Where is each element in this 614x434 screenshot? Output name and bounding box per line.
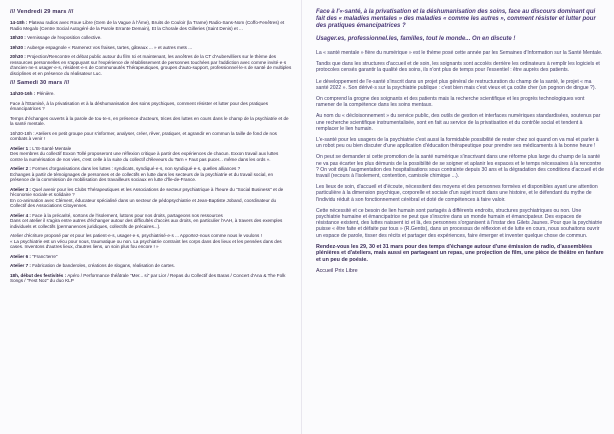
manifesto-paragraph: Au nom du « décloisonnement » du service public, des outils de gestion et interfaces numériques standardisées, soutenus par une recherche scientifique instrumentalisée, sont en fait au service de la privatisation et du contrôle social et tendent à remplacer le lien humain.	[316, 113, 601, 132]
atelier-item: Atelier 2 : Formes d'organisations dans les luttes : syndicats, syndiqué·e·s, non syndiqué·e·s, quelles alliances ? Echanges à partir de témoignages de personnes et de collectifs en lutte dans les secteurs de la psychiatrie et du travail social, en présence de la commission de mobilisation des travailleurs sociaux en lutte d'Île-de-France.	[10, 166, 274, 182]
saturday-text: 16h30-18h : Ateliers en petit groupe pour s'informer, analyser, créer, rêver, pratiquer, et agrandir en commun la taille de fond de nos combats à venir !	[10, 130, 277, 141]
closing-invitation: Rendez-vous les 29, 30 et 31 mars pour des temps d'échange autour d'une émission de radio, d'assemblées plénières et d'ateliers, mais aussi en partageant un repas, une projection de film, une pièce de théâtre en fanfare et un peu de poésie.	[316, 243, 604, 263]
manifesto-paragraph: La « santé mentale » fière du numérique » est le thème posé cette année par les Semaines d'Information sur la Santé Mentale.	[316, 50, 603, 56]
manifesto-paragraph: Les lieux de soin, d'accueil et d'écoute, nécessitent des moyens et des personnes formées et disponibles ayant une attention particulière à la dimension psychique, corporelle et sociale d'un sujet inscrit dans une histoire, et le défendant du mythe de l'individu réduit à son fonctionnement cérébral et doté de compétences à faire valoir.	[316, 184, 598, 203]
program-column	[0, 0, 300, 434]
atelier-item: Atelier 6 : "Franc'terre"	[10, 253, 58, 259]
friday-item: 18h30 : Vernissage de l'exposition collective.	[10, 35, 102, 40]
manifesto-paragraph: Le développement de l'e-santé s'inscrit dans un projet plus général de restructuration du champ de la santé, le projet « ma santé 2022 ». Son dérivé·s sur la psychiatrie publique : c'est bien mais c'est vieux et ça coûte cher (un pognon de dingue ?).	[316, 78, 597, 91]
saturday-text: Face à l'Etamisé, à la privatisation et à la déshumanisation des soins psychiques, comment résister et lutter pour des pratiques émancipatrices ?	[10, 100, 269, 111]
atelier-item: Atelier 7 : Fabrication de banderoles, créations de slogans, réalisation de cartes.	[10, 263, 175, 268]
manifesto-paragraph: On comprend la grogne des soignants et des patients mais la recherche scientifique et les progrès technologiques vont ramener de la compétence dans les soins mentaux.	[316, 96, 585, 109]
intro-subtitle: Usager.es, professionnel.les, familles, tout le monde... On en discute !	[316, 36, 516, 42]
manifesto-paragraph: On peut se demander si cette promotion de la santé numérique s'inscrivant dans une réforme plus large du champ de la santé ne va pas écarter les plus démunis de la possibilité de se soigner et aplanir les espaces et le temps nécessaires à la rencontre ? On voit déjà l'augmentation des hospitalisations sous contrainte depuis 30 ans et la dégradation des conditions d'accueil et de travail (recours à l'isolement, contention, camisole chimique ...).	[316, 154, 604, 180]
saturday-item: 14h30-16h : Plénière.	[10, 91, 55, 96]
saturday-text: Temps d'échanges ouverts à la parole de tou·te·s, en présence d'acteurs, trices des luttes en cours dans le champ de la psychiatrie et de la santé mentale.	[10, 115, 289, 126]
festivities-item: 18h, début des festivités : Apéro / Performance théâtrale "Mer... si" par Lior / Repas du Collectif des Baras / Concert d'Ana & The Folk Songs / "Fest Noz" du duo KLP	[10, 272, 286, 283]
atelier-item: Atelier 3 : Quel avenir pour les Clubs Thérapeutiques et les Associations de secteur psychiatrique à l'heure du "Social Business" et de l'économie sociale et solidaire ? En co-animation avec Clément, éducateur spécialisé dans un secteur de pédopsychiatrie et Jean-Baptiste Joband, coordinateur du Collectif des Associations Citoyennes.	[10, 186, 284, 208]
friday-item: 19h30 : Auberge espagnole « Ramenez vos fraises, tartes, gâteaux ... » et autres mets ...	[10, 44, 193, 50]
friday-heading: /// Vendredi 29 mars ///	[10, 9, 74, 15]
atelier-item: Atelier d'écriture proposé par et pour les patient·e·s, usager·e·s, psychiatrisé·e·s ... Apportez-nous comme nous le voulons ! « La psychiatrie est un vécu pour nous, traumatique ou non. La psychiatrie contraint les corps dans des lieux et les pensées dans des cases. Inventons d'autres lieux, d'autres liens, un soin plus fou encore ! »	[10, 233, 282, 249]
manifesto-column	[302, 0, 614, 434]
intro-question: Face à l'«-santé, à la privatisation et la déshumanisation des soins, face au discours dominant qui fait des « maladies mentales » des maladies « comme les autres », comment résister et lutter pour des pratiques émancipatrices ?	[316, 9, 596, 29]
friday-item: 20h30 : Projection/Rencontre et débat public autour du film Ici et maintenant, les ancêtres de la CT d'Aubervilliers sur le thème des ressources personnelles en s'appuyant sur l'expérience de rétablissement de personnes touchées par l'addiction avec comme invité·e·s d'ancien·ne·s usager·e·s, résident·e·s de Communautés Thérapeutiques, groupes d'auto-support, professionnel·le·s de santé de multiples disciplines et en présence du réalisateur Luc.	[10, 54, 292, 76]
manifesto-paragraph: L'e-santé pour les usagers de la psychiatrie c'est aussi la formidable possibilité de rester chez soi quand on va mal et parler à un robot peu ou bien discuter d'une application d'éducation thérapeutique pour prendre ses médicaments à la bonne heure !	[316, 137, 599, 150]
manifesto-paragraph: Cette nécessité et ce besoin de lien humain sont partagés à différents endroits, structures psychiatriques ou non. Une psychiatrie humaine et émancipatrice ne peut que s'inscrire dans un monde humain et émancipateur. Des espaces de résistance existent, des luttes naissent ici et là, des personnes s'organisent à l'instar des Gilets Jaunes. Pour que la psychiatrie puisse « être faite et défaite par tous » (R.Gentis), dans un processus de réflexion et de lutte en cours, nous souhaitons ouvrir un espace de parole, tisser des récits et partager des expériences, faire émerger et inventer quelque chose de commun.	[316, 207, 603, 239]
manifesto-paragraph: Tandis que dans les structures d'accueil et de soin, les soignants sont accolés derrière les ordinateurs à remplir les logiciels et protocoles censés garantir la qualité des soins, ils n'ont plus de temps pour l'essentiel : être auprès des patients.	[316, 61, 600, 74]
signature: Accueil Prix Libre	[316, 268, 358, 275]
atelier-item: Atelier 1 : L'IS-Santé Mentale Des membres du collectif Exxon Tollé proposeront une réflexion critique à partir des expériences de chacun. Exxon travail aux luttes contre la numérisation de nos vies, c'est celle à la suite du collectif d'éleveurs du Tarn « Faut pas pucer... même dans les ords ».	[10, 145, 279, 162]
friday-item: 14-18h : Plateau radios avec Roue Libre (Gem de la Vague à l'Âme), Bruits de Couloir (la Trame) Radio-Sans-Nom (Coffo-Fenêtres) et Radio Megalo (Centre Social Autogéré de la Parole Errante Demain), Et la Chorale des Gilleries (Saint Denis) et ...	[10, 20, 285, 31]
atelier-item: Atelier 4 : Face à la précarité, sortons de l'isolement, luttons pour nos droits, partageons nos ressources Dans cet atelier il s'agira entre autres d'échanger autour des difficultés d'accès aux droits, en particulier l'AAH, à travers des exemples individuels et collectifs (permanences juridiques, collectifs de précaires...).	[10, 212, 283, 229]
saturday-heading: /// Samedi 30 mars ///	[10, 80, 70, 86]
